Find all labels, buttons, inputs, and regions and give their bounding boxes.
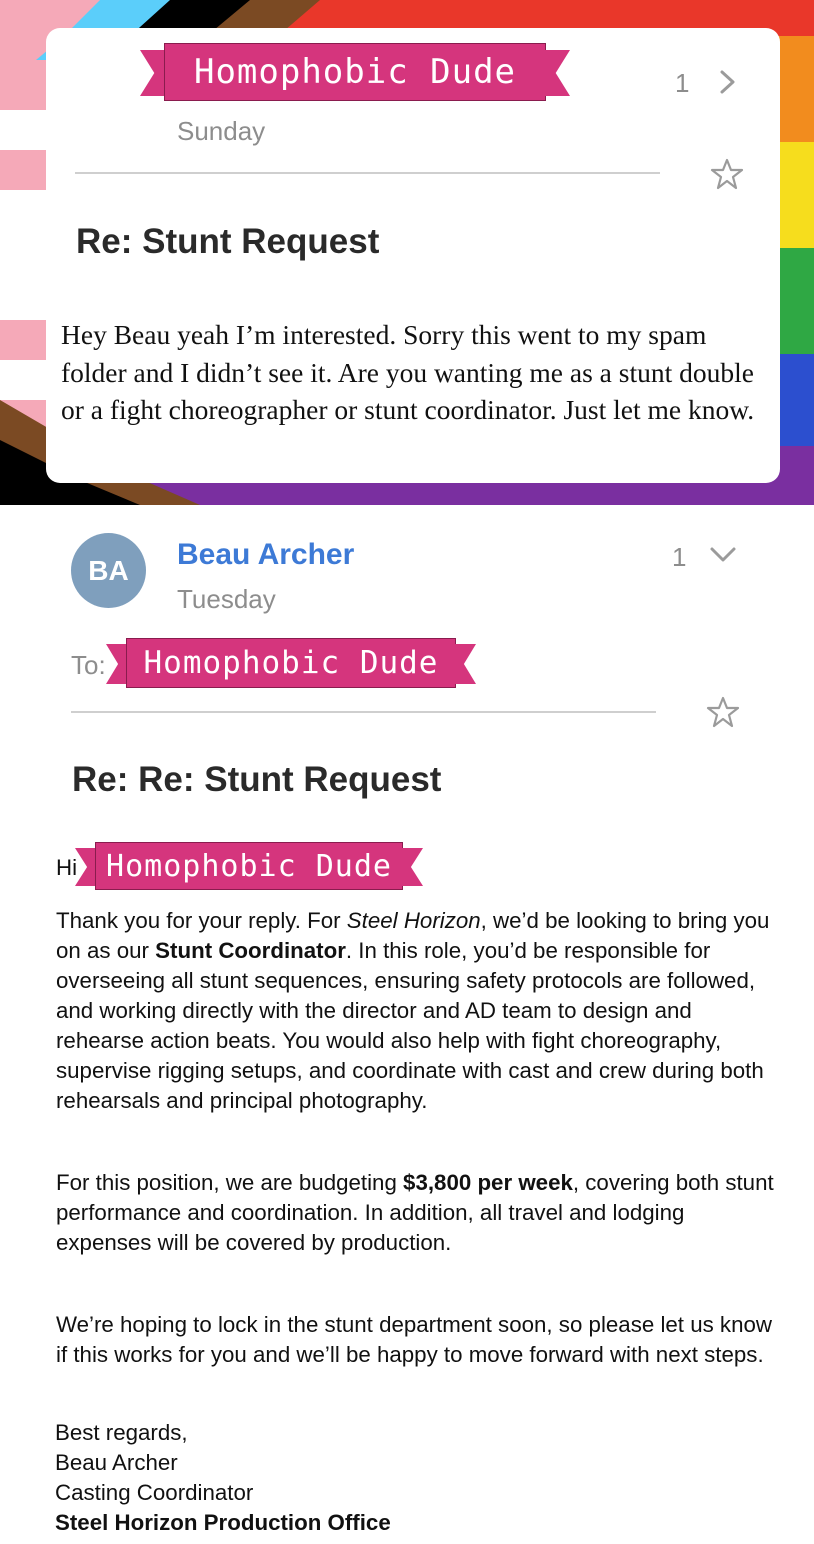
- chevron-right-icon[interactable]: [719, 69, 737, 95]
- recipient-name-banner: [106, 638, 476, 688]
- p2-bold: $3,800 per week: [403, 1170, 573, 1195]
- signature-line-1: Best regards,: [55, 1420, 188, 1445]
- message-subject: Re: Re: Stunt Request: [72, 760, 442, 799]
- header-divider: [71, 711, 656, 713]
- sender-name-banner: [140, 43, 570, 101]
- ribbon-right: [544, 50, 570, 96]
- message-body: Hey Beau yeah I’m interested. Sorry this went to my spam folder and I didn’t see it. Are you wanting me as a stunt double or a fight choreographer or stunt coordinator. Just let me know.: [61, 319, 755, 425]
- thread-count: 1: [675, 68, 690, 98]
- sender-name: Homophobic Dude: [164, 43, 546, 101]
- signature-line-4: Steel Horizon Production Office: [55, 1510, 391, 1535]
- ribbon-left: [140, 50, 166, 96]
- greeting-name: Homophobic Dude: [95, 842, 403, 890]
- message-paragraph-1: [56, 906, 776, 1116]
- recipient-name: Homophobic Dude: [126, 638, 456, 688]
- p1-bold: Stunt Coordinator: [155, 938, 346, 963]
- ribbon-right: [401, 848, 423, 886]
- ribbon-right: [454, 644, 476, 684]
- ribbon-left: [106, 644, 128, 684]
- star-outline-icon[interactable]: [706, 696, 740, 728]
- message-paragraph-3: [56, 1310, 776, 1370]
- p1-text-b: , we’d be looking to bring you on as our: [56, 908, 770, 963]
- header-divider: [75, 172, 660, 174]
- to-label: To:: [71, 650, 106, 680]
- p3-text: We’re hoping to lock in the stunt department soon, so please let us know if this works for you and we’ll be happy to move forward with next steps.: [56, 1312, 772, 1367]
- ribbon-left: [75, 848, 97, 886]
- signature-line-3: Casting Coordinator: [55, 1480, 254, 1505]
- chevron-down-icon[interactable]: [709, 546, 737, 564]
- greeting-line: [56, 855, 77, 881]
- p2-text-a: For this position, we are budgeting: [56, 1170, 404, 1195]
- p1-italic: Steel Horizon: [346, 908, 481, 933]
- thread-count: 1: [672, 542, 687, 572]
- message-subject: Re: Stunt Request: [76, 222, 380, 261]
- message-date: Tuesday: [177, 584, 276, 614]
- star-outline-icon[interactable]: [710, 158, 744, 190]
- p1-text-a: Thank you for your reply. For: [56, 908, 347, 933]
- greeting-word: Hi: [56, 855, 78, 880]
- message-paragraph-2: [56, 1168, 776, 1258]
- message-date: Sunday: [177, 116, 266, 146]
- p1-text-c: . In this role, you’d be responsible for overseeing all stunt sequences, ensuring safety protocols are followed, and working directly with the director and AD team to design and rehearse action beats. You would also help with fight choreography, supervise rigging setups, and coordinate with cast and crew during both rehearsals and principal photography.: [56, 938, 764, 1113]
- greeting-name-banner: [75, 842, 423, 890]
- p2-text-b: , covering both stunt performance and coordination. In addition, all travel and lodging expenses will be covered by production.: [56, 1170, 774, 1255]
- signature: [55, 1418, 391, 1538]
- signature-line-2: Beau Archer: [55, 1450, 178, 1475]
- sender-name[interactable]: Beau Archer: [177, 538, 355, 571]
- avatar: BA: [71, 533, 146, 608]
